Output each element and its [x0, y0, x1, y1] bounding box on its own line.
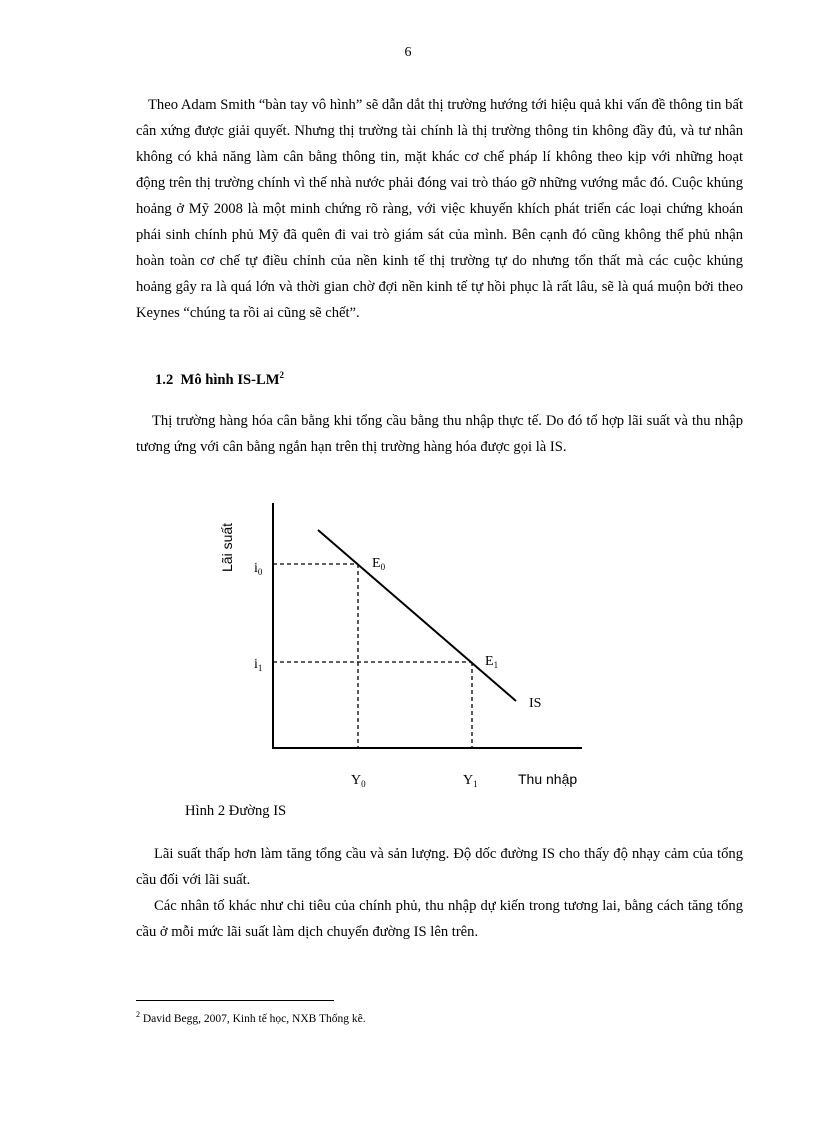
paragraph-is-slope [136, 841, 743, 945]
footnote [136, 1010, 366, 1025]
section-heading [155, 370, 284, 389]
point-label-e0: $E_0$ [372, 556, 386, 572]
figure-caption: Hình 2 Đường IS [185, 803, 287, 819]
x-tick-y1: $Y_1$ [463, 773, 478, 789]
is-curve-diagram [200, 490, 600, 800]
is-curve-line [318, 530, 516, 701]
paragraph-is-slope-text: Lãi suất thấp hơn làm tăng tổng cầu và sản lượng. Độ dốc đường IS cho thấy độ nhạy cảm của tổng cầu đối với lãi suất. [136, 846, 743, 888]
paragraph-is-shift: Các nhân tố khác như chi tiêu của chính phủ, thu nhập dự kiến trong tương lai, bằng cách tăng tổng cầu ở mỗi mức lãi suất làm dịch chuyển đường IS lên trên. [136, 898, 743, 940]
paragraph-is-definition: Thị trường hàng hóa cân bằng khi tổng cầu bằng thu nhập thực tế. Do đó tổ hợp lãi suất và thu nhập tương ứng với cân bằng ngắn hạn trên thị trường hàng hóa được gọi là IS. [136, 413, 743, 455]
footnote-divider [136, 1000, 334, 1001]
section-title: Mô hình IS-LM [180, 371, 280, 388]
footnote-mark: 2 [136, 1010, 140, 1019]
is-curve-label: IS [529, 696, 542, 711]
page-number: 6 [404, 45, 412, 60]
y-tick-i0: $i_0$ [254, 561, 263, 577]
footnote-reference: 2 [279, 370, 284, 380]
section-number: 1.2 [155, 371, 174, 388]
point-label-e1: $E_1$ [485, 654, 499, 670]
x-tick-y0: $Y_0$ [351, 773, 366, 789]
x-axis-label: Thu nhập [518, 771, 578, 787]
paragraph-adam-smith: Theo Adam Smith “bàn tay vô hình” sẽ dẫn dắt thị trường hướng tới hiệu quả khi vấn đề thông tin bất cân xứng được giải quyết. Nhưng thị trường tài chính là thị trường thông tin không đầy đủ, và tư nhân không có khả năng làm cân bằng thông tin, mặt khác cơ chế pháp lí không theo kịp với những hoạt động trên thị trường chính vì thế nhà nước phải đóng vai trò tháo gỡ những vướng mắc đó. Cuộc khủng hoảng ở Mỹ 2008 là một minh chứng rõ ràng, với việc khuyến khích phát triển các loại chứng khoán phái sinh chính phủ Mỹ đã quên đi vai trò giám sát của mình. Bên cạnh đó cũng không thể phủ nhận hoàn toàn cơ chế tự điều chỉnh của nền kinh tế thị trường tự do nhưng tổn thất mà các cuộc khủng hoảng gây ra là quá lớn và thời gian chờ đợi nền kinh tế tự hồi phục là rất lâu, sẽ là quá muộn bởi theo Keynes “chúng ta rồi ai cũng sẽ chết”. [136, 97, 743, 321]
y-axis-label: Lãi suất [219, 522, 235, 572]
is-curve-figure [200, 490, 600, 800]
y-tick-i1: $i_1$ [254, 657, 263, 673]
footnote-text: David Begg, 2007, Kinh tế học, NXB Thống kê. [140, 1012, 366, 1025]
